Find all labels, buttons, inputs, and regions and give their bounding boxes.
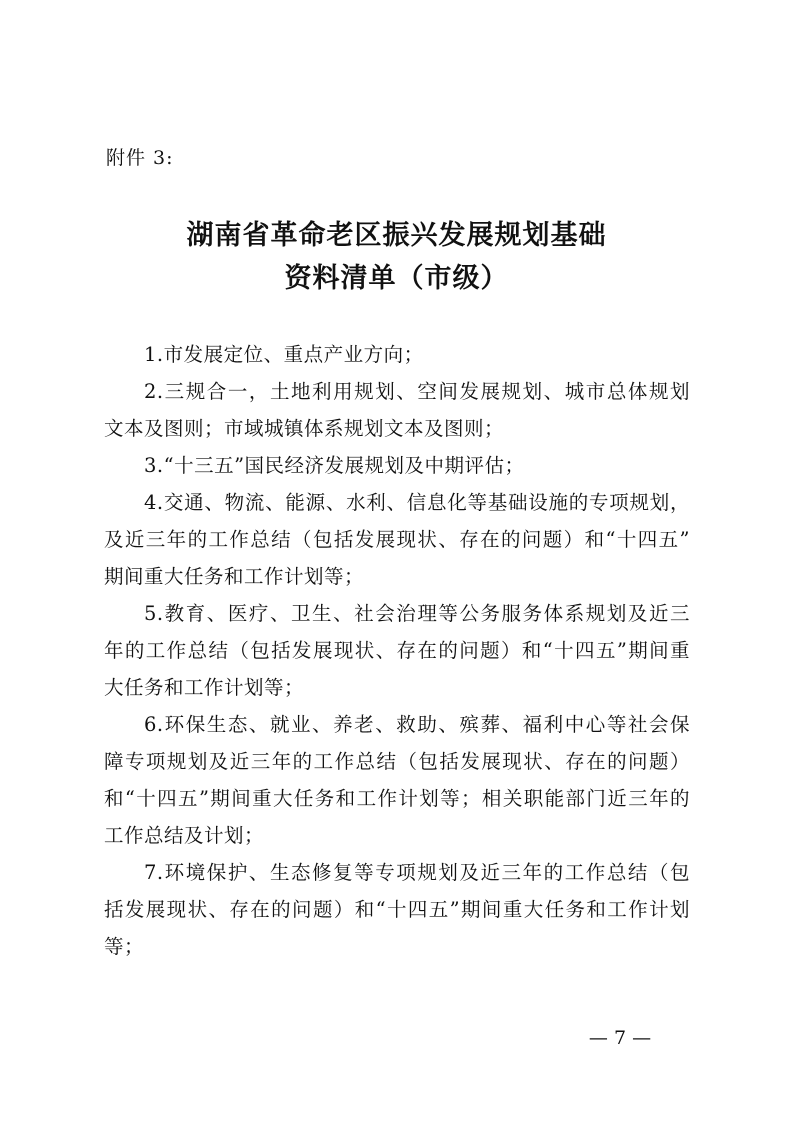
list-item-line: 文本及图则；市域城镇体系规划文本及图则； xyxy=(104,417,505,440)
list-item-line: 6.环保生态、就业、养老、救助、殡葬、福利中心等社会保 xyxy=(144,713,690,736)
list-item xyxy=(104,447,690,484)
list-item-line: 等； xyxy=(104,935,145,958)
attachment-label: 附件 3: xyxy=(106,147,174,169)
list-item-line: 1.市发展定位、重点产业方向； xyxy=(144,343,424,366)
document-title-line-2: 资料清单（市级） xyxy=(284,263,509,294)
list-item-line: 和“十四五”期间重大任务和工作计划等；相关职能部门近三年的 xyxy=(104,787,690,810)
list-item-line: 工作总结及计划； xyxy=(104,824,265,847)
list-item-line: 年的工作总结（包括发展现状、存在的问题）和“十四五”期间重 xyxy=(104,639,690,662)
list-item xyxy=(104,595,690,706)
list-item xyxy=(104,373,690,447)
list-item-line: 期间重大任务和工作计划等； xyxy=(104,565,365,588)
list-item-line: 大任务和工作计划等； xyxy=(104,676,305,699)
list-item-line: 障专项规划及近三年的工作总结（包括发展现状、存在的问题） xyxy=(104,750,690,773)
list-item xyxy=(104,336,690,373)
list-item-line: 括发展现状、存在的问题）和“十四五”期间重大任务和工作计划 xyxy=(104,898,690,921)
list-item xyxy=(104,484,690,595)
list-item-line: 4.交通、物流、能源、水利、信息化等基础设施的专项规划， xyxy=(144,491,690,514)
list-item-line: 及近三年的工作总结（包括发展现状、存在的问题）和“十四五” xyxy=(104,528,690,551)
list-item-line: 2.三规合一，土地利用规划、空间发展规划、城市总体规划 xyxy=(144,380,690,403)
list-item xyxy=(104,854,690,965)
list-item-line: 5.教育、医疗、卫生、社会治理等公务服务体系规划及近三 xyxy=(144,602,690,625)
list-item-line: 3.“十三五”国民经济发展规划及中期评估； xyxy=(144,454,525,477)
material-list xyxy=(104,336,690,965)
list-item xyxy=(104,706,690,854)
list-item-line: 7.环境保护、生态修复等专项规划及近三年的工作总结（包 xyxy=(144,861,690,884)
page-number: — 7 — xyxy=(588,1027,652,1049)
document-title-line-1: 湖南省革命老区振兴发展规划基础 xyxy=(186,220,607,251)
